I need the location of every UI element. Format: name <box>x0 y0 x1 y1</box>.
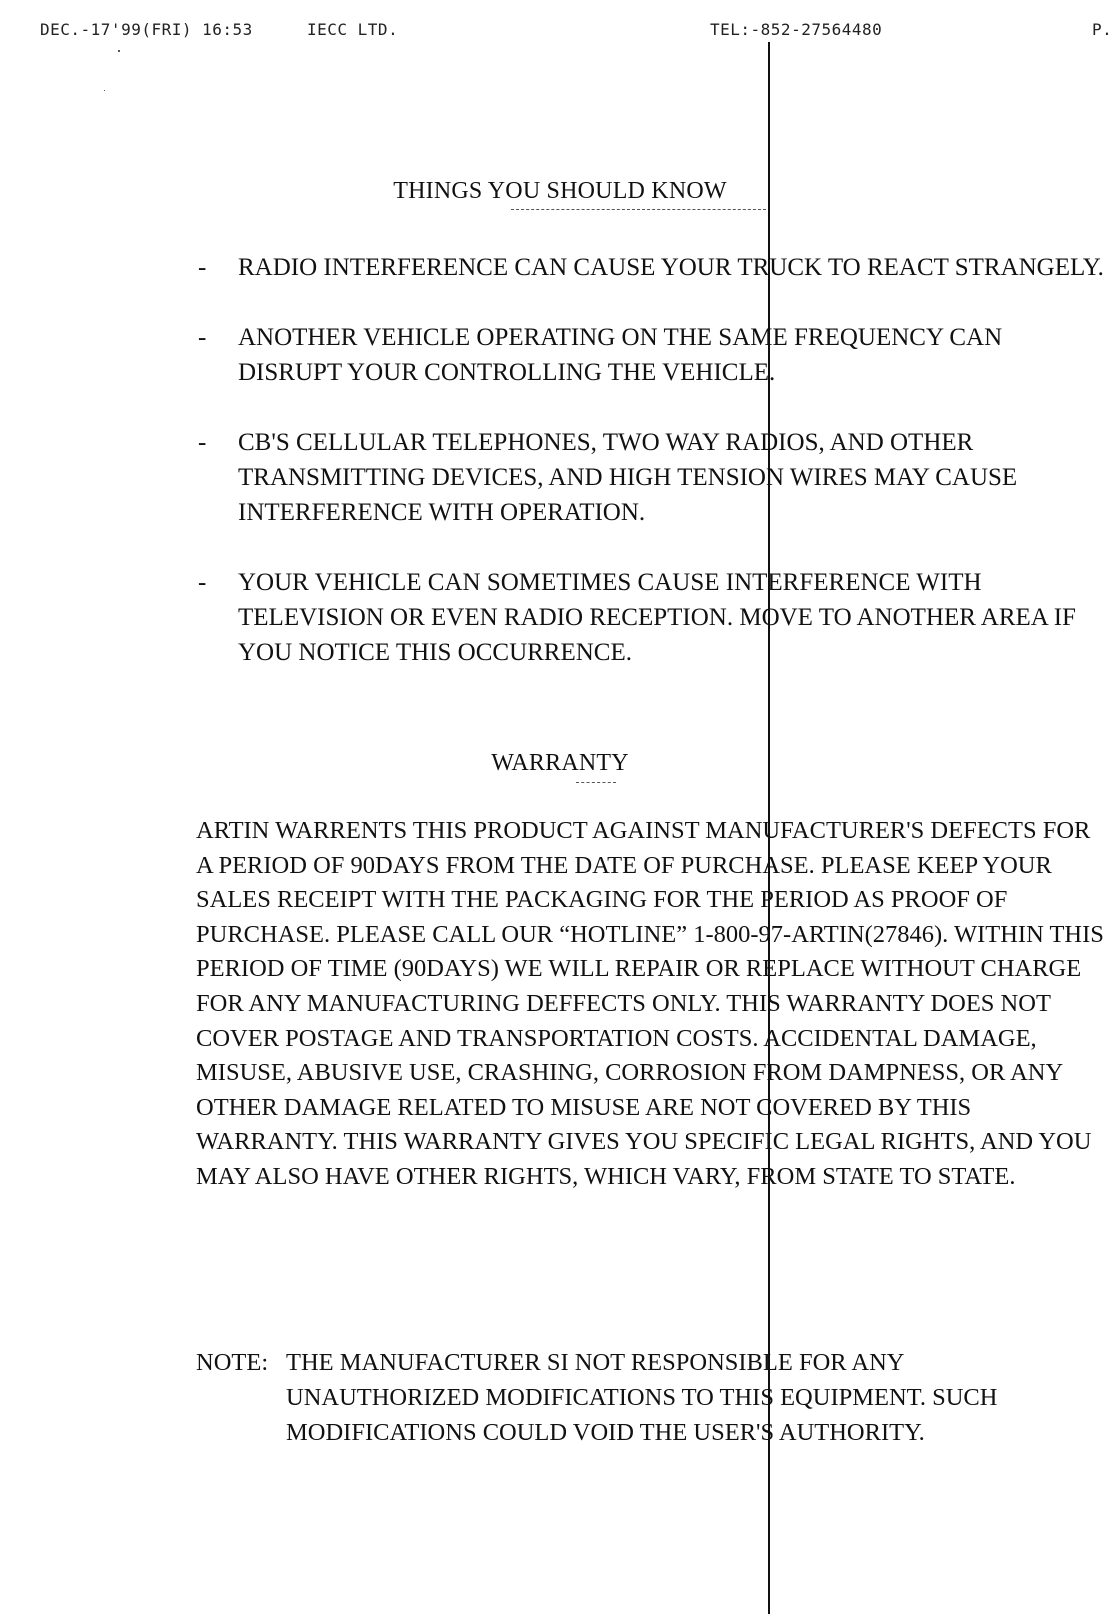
list-item <box>198 320 1108 390</box>
list-item <box>198 250 1108 285</box>
note-block <box>196 1345 1096 1450</box>
list-item <box>198 425 1108 530</box>
note-text: THE MANUFACTURER SI NOT RESPONSIBLE FOR ANY UNAUTHORIZED MODIFICATIONS TO THIS EQUIPMENT. SUCH MODIFICATIONS COULD VOID THE USER'S AUTHORITY. <box>286 1349 998 1446</box>
section-title-text: THINGS YOU SHOULD KNOW <box>393 178 727 204</box>
title-underline <box>511 208 766 210</box>
list-item-text: YOUR VEHICLE CAN SOMETIMES CAUSE INTERFERENCE WITH TELEVISION OR EVEN RADIO RECEPTION. MOVE TO ANOTHER AREA IF YOU NOTICE THIS OCCURRENCE. <box>238 569 1076 666</box>
fax-sender: IECC LTD. <box>307 20 399 39</box>
fax-tel: TEL:-852-27564480 <box>710 20 883 39</box>
list-item-text: CB'S CELLULAR TELEPHONES, TWO WAY RADIOS, AND OTHER TRANSMITTING DEVICES, AND HIGH TENSION WIRES MAY CAUSE INTERFERENCE WITH OPERATION. <box>238 429 1018 526</box>
bullet-dash: - <box>198 569 207 596</box>
note-label: NOTE: <box>196 1349 269 1376</box>
things-to-know-list <box>198 250 1108 705</box>
fax-date: DEC.-17'99(FRI) 16:53 <box>40 20 253 39</box>
scan-speck <box>118 50 120 52</box>
bullet-dash: - <box>198 254 207 281</box>
list-item-text: RADIO INTERFERENCE CAN CAUSE YOUR TRUCK TO REACT STRANGELY. <box>238 254 1104 281</box>
section-title <box>0 178 1120 205</box>
warranty-title-underline <box>576 781 616 783</box>
list-item <box>198 565 1108 670</box>
warranty-title-text: WARRANTY <box>491 750 629 776</box>
bullet-dash: - <box>198 429 207 456</box>
scan-speck <box>104 90 105 91</box>
list-item-text: ANOTHER VEHICLE OPERATING ON THE SAME FREQUENCY CAN DISRUPT YOUR CONTROLLING THE VEHICLE. <box>238 324 1003 386</box>
fax-page-number: P. <box>1092 20 1113 39</box>
bullet-dash: - <box>198 324 207 351</box>
fax-header <box>0 20 1120 46</box>
warranty-title <box>0 750 1120 777</box>
warranty-body: ARTIN WARRENTS THIS PRODUCT AGAINST MANUFACTURER'S DEFECTS FOR A PERIOD OF 90DAYS FROM THE DATE OF PURCHASE. PLEASE KEEP YOUR SALES RECEIPT WITH THE PACKAGING FOR THE PERIOD AS PROOF OF PURCHASE. PLEASE CALL OUR “HOTLINE” 1-800-97-ARTIN(27846). WITHIN THIS PERIOD OF TIME (90DAYS) WE WILL REPAIR OR REPLACE WITHOUT CHARGE FOR ANY MANUFACTURING DEFFECTS ONLY. THIS WARRANTY DOES NOT COVER POSTAGE AND TRANSPORTATION COSTS. ACCIDENTAL DAMAGE, MISUSE, ABUSIVE USE, CRASHING, CORROSION FROM DAMPNESS, OR ANY OTHER DAMAGE RELATED TO MISUSE ARE NOT COVERED BY THIS WARRANTY. THIS WARRANTY GIVES YOU SPECIFIC LEGAL RIGHTS, AND YOU MAY ALSO HAVE OTHER RIGHTS, WHICH VARY, FROM STATE TO STATE. <box>196 817 1104 1190</box>
